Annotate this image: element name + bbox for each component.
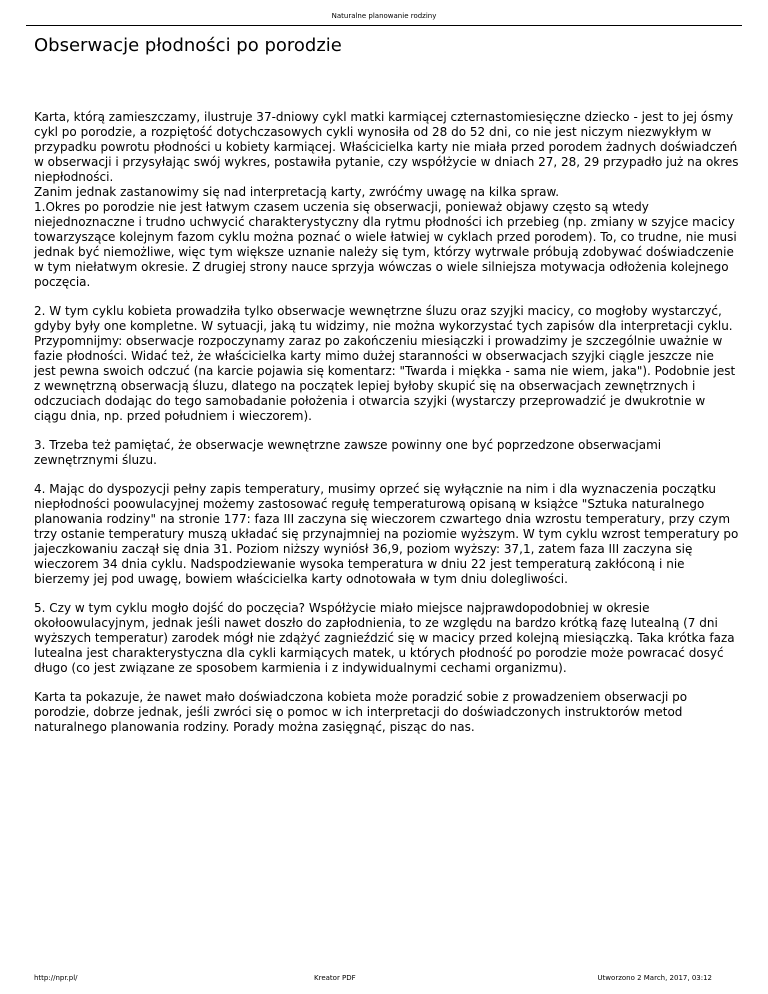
footer-created-date: Utworzono 2 March, 2017, 03:12 [597, 974, 712, 982]
article-paragraph-5: 5. Czy w tym cyklu mogło dojść do poczęcia? Współżycie miało miejsce najprawdopodobniej w okresie okołoowulacyjnym, jednak jeśli nawet doszło do zapłodnienia, to ze względu na bardzo krótką fazę lutealną (7 dni wyższych temperatur) zarodek mógł nie zdążyć zagnieździć się w macicy przed kolejną miesiączką. Taka krótka faza lutealna jest charakterystyczna dla cykli karmiących matek, u których płodność po porodzie może powracać dosyć długo (co jest związane ze sposobem karmienia i z indywidualnymi cechami organizmu). [34, 601, 735, 675]
article-paragraph-3: 3. Trzeba też pamiętać, że obserwacje wewnętrzne zawsze powinny one być poprzedzone obserwacjami zewnętrznymi śluzu. [34, 438, 662, 467]
article-body [34, 110, 739, 749]
footer-url: http://npr.pl/ [34, 974, 78, 982]
header-divider [26, 25, 742, 26]
article-paragraph-intro: Karta, którą zamieszczamy, ilustruje 37-dniowy cykl matki karmiącej czternastomiesięczne dziecko - jest to jej ósmy cykl po porodzie, a rozpiętość dotychczasowych cykli wynosiła od 28 do 52 dni, co nie jest niczym niezwykłym w przypadku powrotu płodności u kobiety karmiącej. Właścicielka karty nie miała przed porodem żadnych doświadczeń w obserwacji i przysyłając swój wykres, postawiła pytanie, czy współżycie w dniach 27, 28, 29 przypadło już na okres niepłodności. Zanim jednak zastanowimy się nad interpretacją karty, zwróćmy uwagę na kilka spraw. 1.Okres po porodzie nie jest łatwym czasem uczenia się obserwacji, ponieważ objawy często są wtedy niejednoznaczne i trudno uchwycić charakterystyczny dla rytmu płodności ich przebieg (np. zmiany w szyjce macicy towarzyszące kolejnym fazom cyklu można poznać o wiele łatwiej w cyklach przed porodem). To, co trudne, nie musi jednak być niemożliwe, więc tym większe uznanie należy się tym, którzy wytrwale próbują zdobywać doświadczenie w tym niełatwym okresie. Z drugiej strony nauce sprzyja wówczas o wiele silniejsza motywacja odłożenia kolejnego poczęcia. [34, 110, 739, 289]
page-header: Naturalne planowanie rodziny [331, 12, 437, 20]
article-paragraph-4: 4. Mając do dyspozycji pełny zapis temperatury, musimy oprzeć się wyłącznie na nim i dla wyznaczenia początku niepłodności poowulacyjnej możemy zastosować regułę temperaturową opisaną w książce "Sztuka naturalnego planowania rodziny" na stronie 177: faza III zaczyna się wieczorem czwartego dnia wzrostu temperatury, przy czym trzy ostanie temperatury muszą układać się przynajmniej na poziomie wyższym. W tym cyklu wzrost temperatury po jajeczkowaniu zaczął się dnia 31. Poziom niższy wyniósł 36,9, poziom wyższy: 37,1, zatem faza III zaczyna się wieczorem 34 dnia cyklu. Nadspodziewanie wysoka temperatura w dniu 22 jest temperaturą zakłóconą i nie bierzemy jej pod uwagę, bowiem właścicielka karty odnotowała w tym dniu dolegliwości. [34, 482, 739, 586]
page-footer [34, 974, 712, 984]
article-paragraph-conclusion: Karta ta pokazuje, że nawet mało doświadczona kobieta może poradzić sobie z prowadzeniem obserwacji po porodzie, dobrze jednak, jeśli zwróci się o pomoc w ich interpretacji do doświadczonych instruktorów metod naturalnego planowania rodziny. Porady można zasięgnąć, pisząc do nas. [34, 690, 688, 734]
footer-generator: Kreator PDF [314, 974, 356, 982]
page-title: Obserwacje płodności po porodzie [34, 35, 342, 56]
article-paragraph-2: 2. W tym cyklu kobieta prowadziła tylko obserwacje wewnętrzne śluzu oraz szyjki macicy, co mogłoby wystarczyć, gdyby były one kompletne. W sytuacji, jaką tu widzimy, nie można wykorzystać tych zapisów dla interpretacji cyklu. Przypomnijmy: obserwacje rozpoczynamy zaraz po zakończeniu miesiączki i prowadzimy je szczególnie uważnie w fazie płodności. Widać też, że właścicielka karty mimo dużej staranności w obserwacjach szyjki ciągle jeszcze nie jest pewna swoich odczuć (na karcie pojawia się komentarz: "Twarda i miękka - sama nie wiem, jaka"). Podobnie jest z wewnętrzną obserwacją śluzu, dlatego na początek lepiej byłoby skupić się na obserwacjach zewnętrznych i odczuciach dodając do tego samobadanie położenia i otwarcia szyjki (wystarczy przeprowadzić je dwukrotnie w ciągu dnia, np. przed południem i wieczorem). [34, 304, 736, 423]
